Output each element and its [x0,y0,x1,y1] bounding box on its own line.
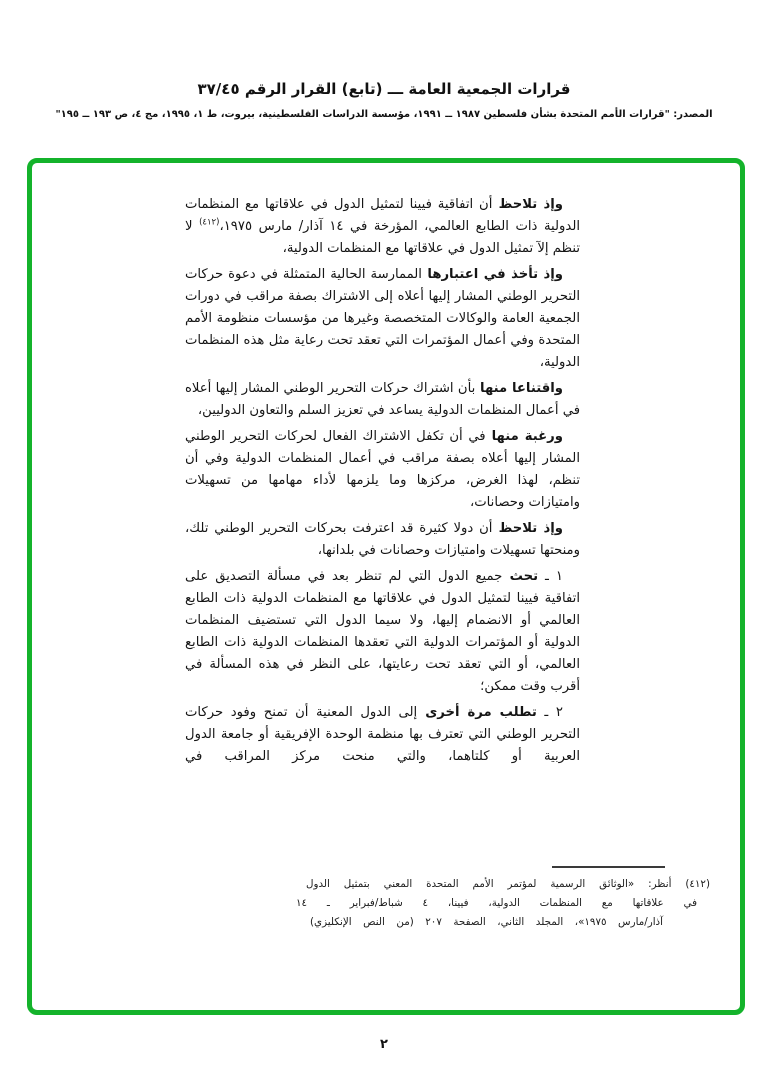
text-run: وإذ تأخذ في اعتبارها [421,267,563,282]
text-run: تطلب مرة أخرى [417,705,537,720]
page-title: قرارات الجمعية العامة ـــ (تابع) القرار الرقم ٣٧/٤٥ [197,80,571,98]
paragraph [185,378,580,422]
text-run: وإذ تلاحظ [492,197,563,212]
text-run: ٢ ـ [536,705,563,720]
paragraph [185,264,580,374]
footnote [296,875,710,932]
footnote-line: (٤١٢) أنظر: «الوثائق الرسمية لمؤتمر الأمم المتحدة المعني بتمثيل الدول [306,878,710,890]
footnote-separator [552,866,665,868]
source-citation: المصدر: "قرارات الأمم المتحدة بشأن فلسطين ١٩٨٧ ــ ١٩٩١، مؤسسة الدراسات الفلسطينية، بيروت، ط ١، ١٩٩٥، مج ٤، ص ١٩٣ ــ ١٩٥" [55,109,713,120]
text-run: إلى الدول المعنية أن تمنح وفود حركات التحرير الوطني التي تعترف بها منظمة الوحدة الإفريقية أو جامعة الدول العربية أو كلتاهما، والتي منحت مركز المراقب في [185,705,580,764]
text-run: الممارسة الحالية المتمثلة في دعوة حركات التحرير الوطني المشار إليها أعلاه إلى الاشتراك بصفة مراقب في دورات الجمعية العامة والوكالات المتخصصة وغيرها من مؤسسات منظومة الأمم المتحدة وفي أعمال المؤتمرات التي تعقد تحت رعاية مثل هذه المنظمات الدولية، [185,267,580,370]
document-frame [27,158,745,1015]
text-run: لا تنظم إلآ تمثيل الدول في علاقاتها مع المنظمات الدولية، [185,219,580,256]
text-run: أن اتفاقية فيينا لتمثيل الدول في علاقاتها مع المنظمات الدولية ذات الطابع العالمي، المؤرخة في ١٤ آذار/ مارس ١٩٧٥، [185,197,581,234]
paragraph [185,426,580,514]
text-run: ١ ـ [538,569,563,584]
text-run: وإذ تلاحظ [492,521,563,536]
text-run: ورغبة منها [485,429,563,444]
text-run: واقتناعا منها [475,381,563,396]
footnote-ref: (٤١٢) [199,217,220,228]
paragraph [185,702,580,768]
paragraph [185,566,580,698]
text-run: بأن اشتراك حركات التحرير الوطني المشار إليها أعلاه في أعمال المنظمات الدولية يساعد في تعزيز السلم والتعاون الدوليين، [185,381,580,418]
paragraph [185,194,580,260]
body-paragraphs [185,194,580,772]
text-run: في أن تكفل الاشتراك الفعال لحركات التحرير الوطني المشار إليها أعلاه بصفة مراقب في أعمال المنظمات الدولية وفي أن تنظم، لهذا الغرض، مركزها وما يلزمها لأداء مهامها من تسهيلات وامتيازات وحصانات، [185,429,580,510]
footnote-line: آذار/مارس ١٩٧٥»، المجلد الثاني، الصفحة ٢٠٧ (من النص الإنكليزي) [310,916,663,928]
page-number: ٢ [380,1037,388,1052]
paragraph [185,518,580,562]
text-run: أن دولا كثيرة قد اعترفت بحركات التحرير الوطني تلك، ومنحتها تسهيلات وامتيازات وحصانات في بلدانها، [185,521,580,558]
text-run: جميع الدول التي لم تنظر بعد في مسألة التصديق على اتفاقية فيينا لتمثيل الدول في علاقاتها مع المنظمات الدولية ذات الطابع العالمي أو الانضمام إليها، ولا سيما الدول التي تستضيف المنظمات الدولية أو المؤتمرات الدولية التي تعقدها المنظمات الدولية ذات الطابع العالمي، أو التي تعقد تحت رعايتها، على النظر في هذه المسألة في أقرب وقت ممكن؛ [185,569,580,694]
text-run: تحث [502,569,539,584]
footnote-line: في علاقاتها مع المنظمات الدولية، فيينا، ٤ شباط/فبراير ـ ١٤ [296,897,697,909]
